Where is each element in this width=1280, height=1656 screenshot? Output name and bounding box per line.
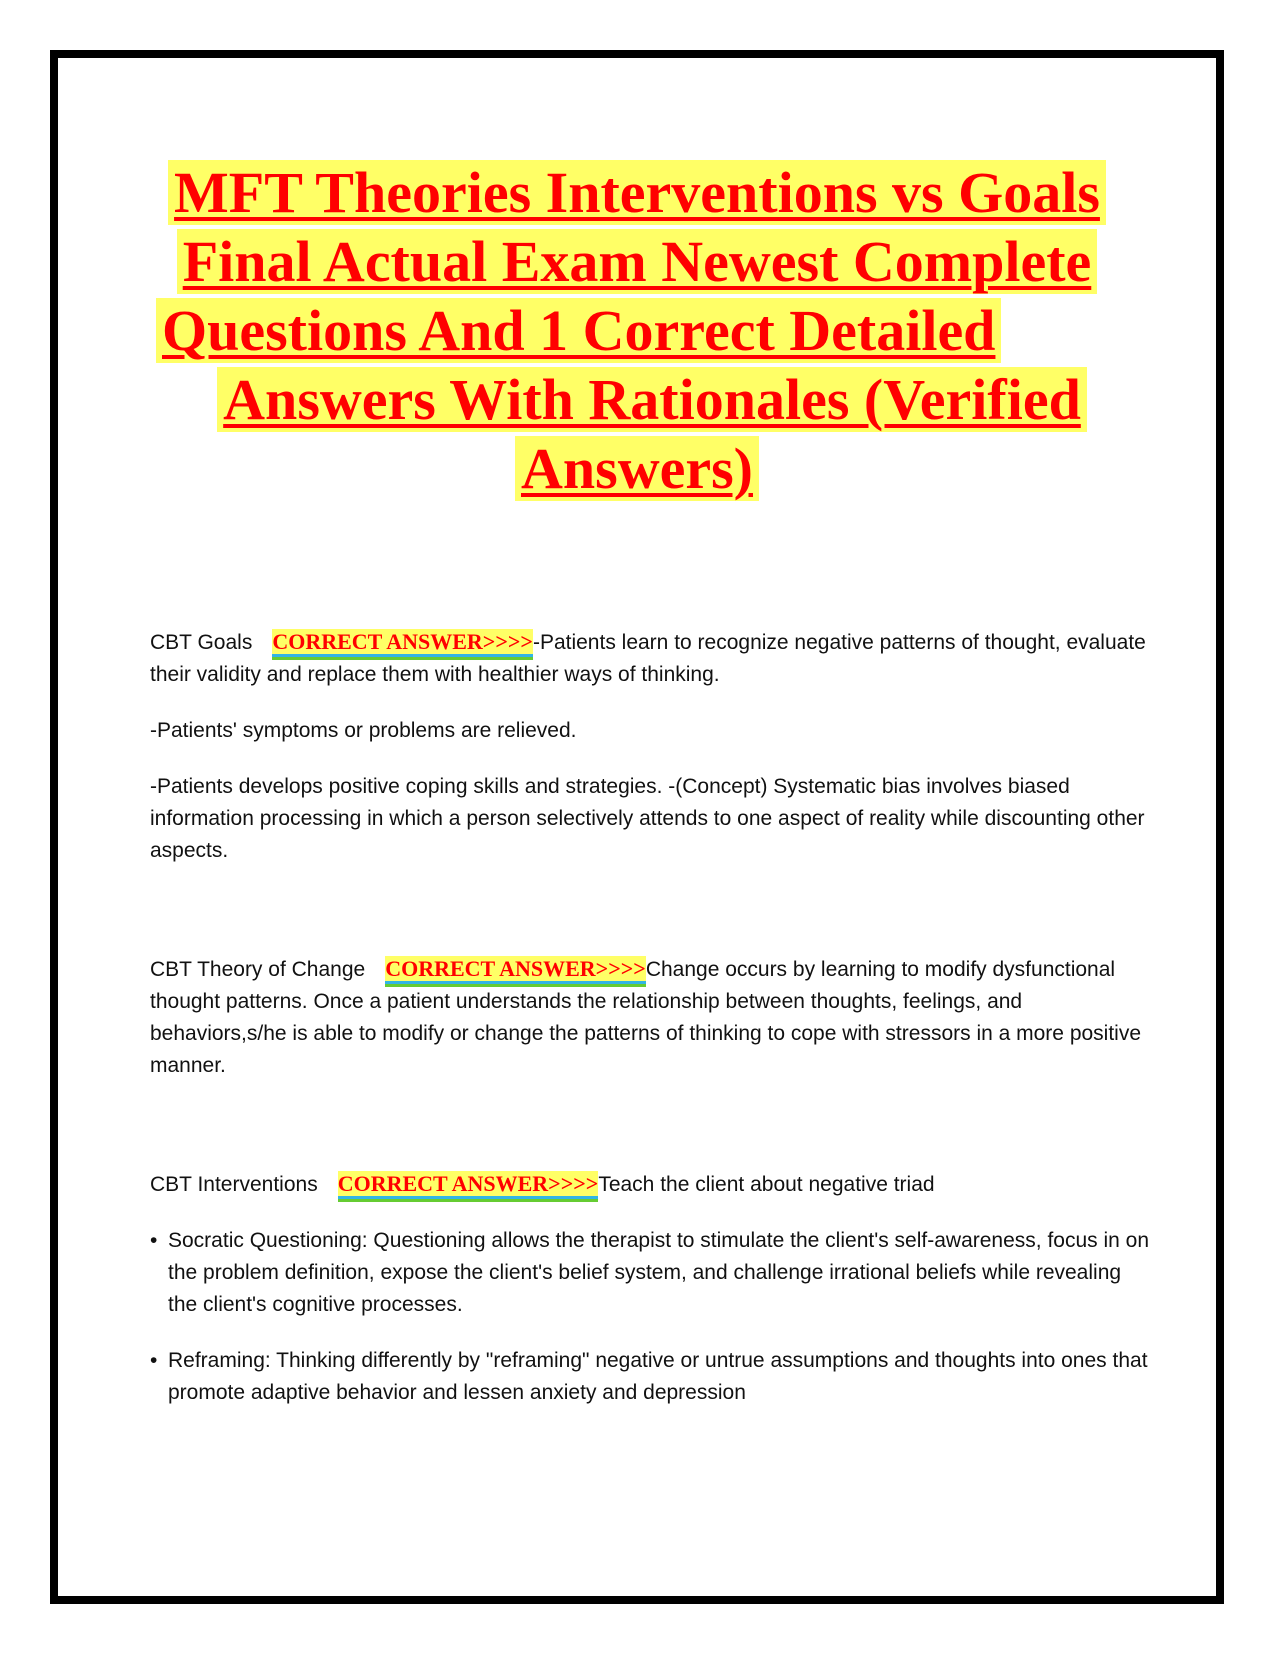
interventions-list	[150, 1225, 1150, 1409]
title-line: Final Actual Exam Newest Complete	[58, 227, 1216, 296]
entry-cbt-interventions	[150, 1168, 1150, 1201]
title-line: MFT Theories Interventions vs Goals	[58, 158, 1216, 227]
correct-answer-tag: CORRECT ANSWER>>>>	[272, 629, 533, 657]
list-item: • Socratic Questioning: Questioning allows the therapist to stimulate the client's self-awareness, focus in on the problem definition, expose the client's belief system, and challenge irrational beliefs while revealing the client's cognitive processes.	[150, 1225, 1150, 1321]
title-line: Answers With Rationales (Verified	[58, 365, 1216, 434]
entry-cbt-goals	[150, 626, 1150, 691]
correct-answer-tag: CORRECT ANSWER>>>>	[338, 1171, 599, 1199]
correct-answer-tag: CORRECT ANSWER>>>>	[385, 956, 646, 984]
bullet-icon: •	[150, 1349, 158, 1372]
title-line: Questions And 1 Correct Detailed	[58, 296, 1216, 365]
document-body	[150, 626, 1150, 1409]
entry-cbt-theory-of-change	[150, 953, 1150, 1082]
entry-answer: Change occurs by learning to modify dysfunctional thought patterns. Once a patient understands the relationship between thoughts, feelings, and behaviors,s/he is able to modify or change the patterns of thinking to cope with stressors in a more positive manner.	[150, 958, 1142, 1077]
bullet-icon: •	[150, 1229, 158, 1252]
entry-term: CBT Interventions	[150, 1173, 318, 1196]
entry-answer: Teach the client about negative triad	[598, 1173, 935, 1196]
entry-term: CBT Theory of Change	[150, 958, 366, 981]
document-title	[58, 158, 1216, 503]
entry-paragraph: -Patients' symptoms or problems are relieved.	[150, 719, 577, 742]
list-item: • Reframing: Thinking differently by "reframing" negative or untrue assumptions and thoughts into ones that promote adaptive behavior and lessen anxiety and depression	[150, 1345, 1150, 1409]
title-line: Answers)	[58, 434, 1216, 503]
entry-paragraph: -Patients develops positive coping skills and strategies. -(Concept) Systematic bias involves biased information processing in which a person selectively attends to one aspect of reality while discounting other aspects.	[150, 775, 1145, 862]
entry-answer: -Patients learn to recognize negative patterns of thought, evaluate their validity and replace them with healthier ways of thinking.	[150, 631, 1146, 686]
entry-term: CBT Goals	[150, 631, 253, 654]
page-frame	[50, 50, 1224, 1604]
